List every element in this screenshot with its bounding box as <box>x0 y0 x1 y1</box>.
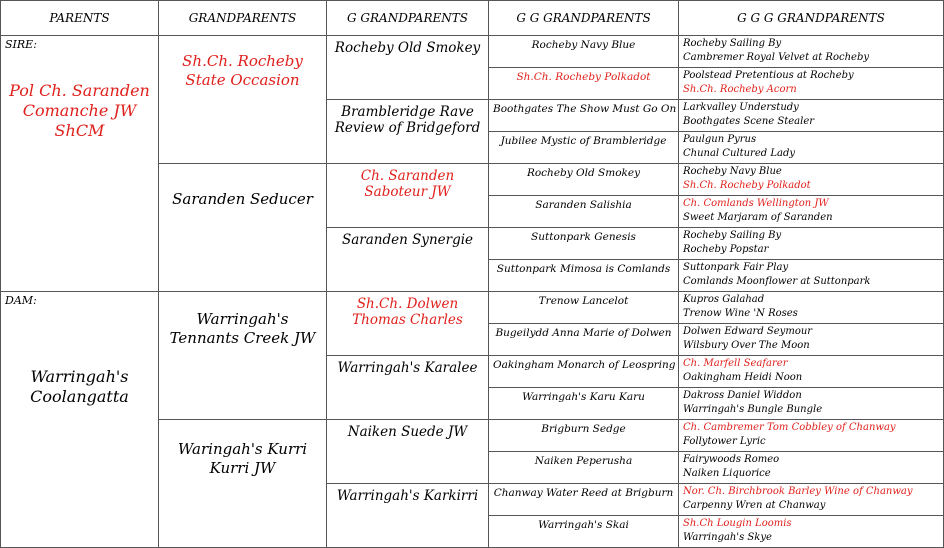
grandparent-name: Waringah's Kurri Kurri JW <box>177 440 308 477</box>
ancestor-name: Rocheby Sailing By <box>683 38 782 49</box>
ancestor-name: Naiken Liquorice <box>683 468 771 479</box>
ggg-grandparent-cell <box>679 164 944 196</box>
ggg-grandparent-cell <box>679 324 944 356</box>
gg-grandparent-cell: Saranden Salishia <box>489 196 679 228</box>
g-grandparent-cell: Ch. Saranden Saboteur JW <box>327 164 489 228</box>
g-grandparent-cell: Rocheby Old Smokey <box>327 36 489 100</box>
ancestor-name: Wilsbury Over The Moon <box>683 340 810 351</box>
gg-grandparent-cell: Warringah's Karu Karu <box>489 388 679 420</box>
g-grandparent-cell: Warringah's Karalee <box>327 356 489 420</box>
ggg-grandparent-cell <box>679 356 944 388</box>
ancestor-name: Trenow Wine 'N Roses <box>683 308 798 319</box>
grandparent-name: Saranden Seducer <box>172 190 313 208</box>
ancestor-name: Sweet Marjaram of Saranden <box>683 212 833 223</box>
g-grandparent-cell: Naiken Suede JW <box>327 420 489 484</box>
ancestor-name: Carpenny Wren at Chanway <box>683 500 826 511</box>
gg-grandparent-cell: Brigburn Sedge <box>489 420 679 452</box>
gg-grandparent-cell: Boothgates The Show Must Go On <box>489 100 679 132</box>
ggg-grandparent-cell <box>679 132 944 164</box>
gg-grandparent-cell: Rocheby Old Smokey <box>489 164 679 196</box>
g-grandparent-cell: Warringah's Karkirri <box>327 484 489 548</box>
ggg-grandparent-cell <box>679 516 944 548</box>
ancestor-name: Ch. Comlands Wellington JW <box>683 198 829 209</box>
dam-cell <box>1 292 159 548</box>
ancestor-name: Fairywoods Romeo <box>683 454 780 465</box>
dam-label: DAM: <box>5 294 37 307</box>
gg-grandparent-cell: Suttonpark Genesis <box>489 228 679 260</box>
gg-grandparent-cell: Rocheby Navy Blue <box>489 36 679 68</box>
ancestor-name: Dolwen Edward Seymour <box>683 326 813 337</box>
gg-grandparent-cell: Bugeilydd Anna Marie of Dolwen <box>489 324 679 356</box>
ggg-grandparent-cell <box>679 452 944 484</box>
ancestor-name: Warringah's Skye <box>683 532 772 543</box>
g-grandparent-cell: Sh.Ch. Dolwen Thomas Charles <box>327 292 489 356</box>
table-row <box>1 292 944 324</box>
ancestor-name: Follytower Lyric <box>683 436 766 447</box>
ancestor-name: Oakingham Heidi Noon <box>683 372 803 383</box>
ancestor-name: Rocheby Popstar <box>683 244 769 255</box>
ancestor-name: Cambremer Royal Velvet at Rocheby <box>683 52 869 63</box>
ggg-grandparent-cell <box>679 260 944 292</box>
ancestor-name: Rocheby Navy Blue <box>683 166 782 177</box>
gg-grandparent-cell: Suttonpark Mimosa is Comlands <box>489 260 679 292</box>
header-parents: PARENTS <box>1 1 159 36</box>
ancestor-name: Sh.Ch. Rocheby Acorn <box>683 84 797 95</box>
ancestor-name: Larkvalley Understudy <box>683 102 799 113</box>
gg-grandparent-cell: Sh.Ch. Rocheby Polkadot <box>489 68 679 100</box>
ggg-grandparent-cell <box>679 420 944 452</box>
ancestor-name: Ch. Cambremer Tom Cobbley of Chanway <box>683 422 896 433</box>
ancestor-name: Suttonpark Fair Play <box>683 262 789 273</box>
header-gg-grandparents: G G GRANDPARENTS <box>489 1 679 36</box>
header-row <box>1 1 944 36</box>
grandparent-name: Warringah's Tennants Creek JW <box>169 310 316 347</box>
ancestor-name: Ch. Marfell Seafarer <box>683 358 788 369</box>
ancestor-name: Poolstead Pretentious at Rocheby <box>683 70 854 81</box>
gg-grandparent-cell: Oakingham Monarch of Leospring <box>489 356 679 388</box>
ancestor-name: Comlands Moonflower at Suttonpark <box>683 276 871 287</box>
sire-cell <box>1 36 159 292</box>
ggg-grandparent-cell <box>679 228 944 260</box>
header-ggg-grandparents: G G G GRANDPARENTS <box>679 1 944 36</box>
grandparent-cell <box>159 420 327 548</box>
table-row <box>1 36 944 68</box>
ggg-grandparent-cell <box>679 292 944 324</box>
sire-name: Pol Ch. Saranden Comanche JW ShCM <box>9 81 150 140</box>
ancestor-name: Rocheby Sailing By <box>683 230 782 241</box>
header-grandparents: GRANDPARENTS <box>159 1 327 36</box>
gg-grandparent-cell: Trenow Lancelot <box>489 292 679 324</box>
ggg-grandparent-cell <box>679 388 944 420</box>
gg-grandparent-cell: Naiken Peperusha <box>489 452 679 484</box>
ancestor-name: Warringah's Bungle Bungle <box>683 404 823 415</box>
ancestor-name: Boothgates Scene Stealer <box>683 116 815 127</box>
ggg-grandparent-cell <box>679 100 944 132</box>
header-g-grandparents: G GRANDPARENTS <box>327 1 489 36</box>
gg-grandparent-cell: Jubilee Mystic of Brambleridge <box>489 132 679 164</box>
grandparent-name: Sh.Ch. Rocheby State Occasion <box>182 52 303 89</box>
sire-label: SIRE: <box>5 38 37 51</box>
grandparent-cell <box>159 292 327 420</box>
gg-grandparent-cell: Warringah's Skai <box>489 516 679 548</box>
dam-name: Warringah's Coolangatta <box>30 367 129 406</box>
g-grandparent-cell: Brambleridge Rave Review of Bridgeford <box>327 100 489 164</box>
ggg-grandparent-cell <box>679 36 944 68</box>
g-grandparent-cell: Saranden Synergie <box>327 228 489 292</box>
ancestor-name: Kupros Galahad <box>683 294 765 305</box>
ancestor-name: Sh.Ch Lougin Loomis <box>683 518 792 529</box>
ancestor-name: Nor. Ch. Birchbrook Barley Wine of Chanway <box>683 486 913 497</box>
ancestor-name: Chunal Cultured Lady <box>683 148 795 159</box>
grandparent-cell <box>159 36 327 164</box>
ggg-grandparent-cell <box>679 68 944 100</box>
ggg-grandparent-cell <box>679 196 944 228</box>
ancestor-name: Sh.Ch. Rocheby Polkadot <box>683 180 811 191</box>
ancestor-name: Dakross Daniel Widdon <box>683 390 802 401</box>
ancestor-name: Paulgun Pyrus <box>683 134 757 145</box>
gg-grandparent-cell: Chanway Water Reed at Brigburn <box>489 484 679 516</box>
grandparent-cell <box>159 164 327 292</box>
